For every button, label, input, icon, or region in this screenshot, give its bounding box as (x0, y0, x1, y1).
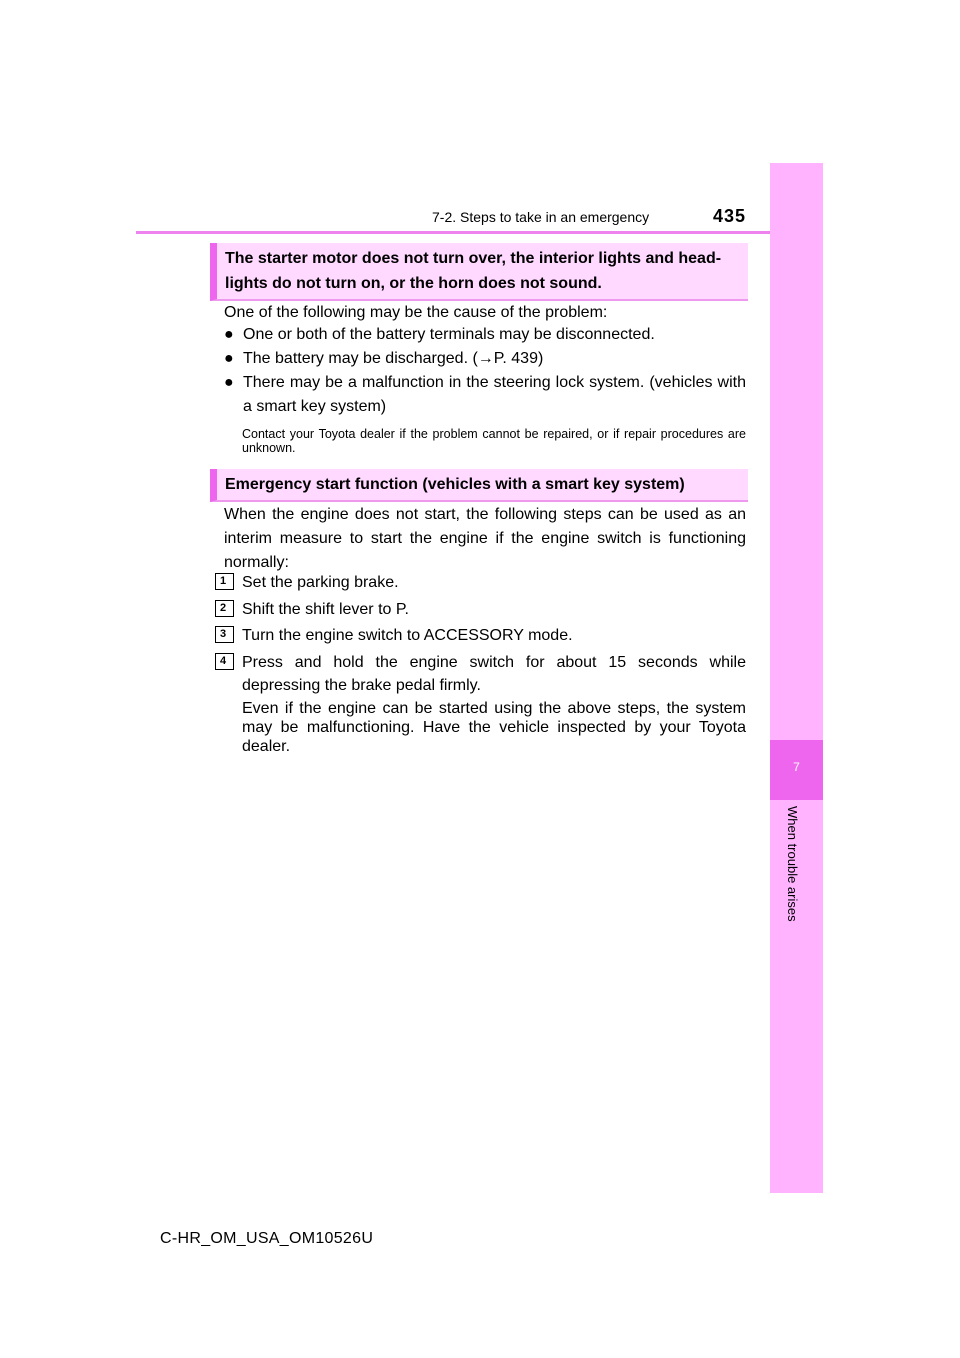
chapter-title: When trouble arises (785, 806, 800, 922)
header-section-title: 7-2. Steps to take in an emergency (432, 209, 650, 225)
list-item-text: There may be a malfunction in the steering lock system. (vehicles with a smart key system) (243, 374, 746, 415)
step-text: Turn the engine switch to ACCESSORY mode. (242, 627, 573, 644)
step-number-badge: 4 (215, 653, 234, 670)
step-number-badge: 1 (215, 573, 234, 590)
bullet-icon: ● (224, 374, 234, 391)
document-code: C-HR_OM_USA_OM10526U (160, 1230, 374, 1247)
chapter-number: 7 (793, 760, 800, 774)
section-heading-line-2: lights do not turn on, or the horn does not sound. (225, 275, 602, 292)
step-number-badge: 3 (215, 626, 234, 643)
header-divider (136, 231, 822, 234)
step-text: Set the parking brake. (242, 574, 399, 591)
bullet-icon: ● (224, 326, 234, 343)
section-heading-line-1: The starter motor does not turn over, the interior lights and head- (225, 250, 722, 267)
step-text: Shift the shift lever to P. (242, 601, 409, 618)
section-heading-starter-motor (210, 243, 748, 301)
section1-intro: One of the following may be the cause of the problem: (224, 304, 608, 321)
chapter-side-tab (770, 163, 823, 1193)
section1-note: Contact your Toyota dealer if the problem cannot be repaired, or if repair procedures are unknown. (242, 427, 746, 455)
list-item-text: One or both of the battery terminals may be disconnected. (243, 326, 655, 343)
page-number: 435 (713, 206, 747, 226)
step-number-badge: 2 (215, 600, 234, 617)
section2-intro: When the engine does not start, the following steps can be used as an interim measure to start the engine if the engine switch is functioning normally: (224, 506, 746, 571)
list-item-text: The battery may be discharged. (→P. 439) (243, 350, 544, 367)
bullet-icon: ● (224, 350, 234, 367)
section-heading-emergency-start: Emergency start function (vehicles with a smart key system) (210, 469, 748, 502)
step-text: Press and hold the engine switch for about 15 seconds while depressing the brake pedal firmly. (242, 654, 746, 694)
step-note: Even if the engine can be started using the above steps, the system may be malfunctioning. Have the vehicle inspected by your Toyota dealer. (242, 700, 746, 755)
